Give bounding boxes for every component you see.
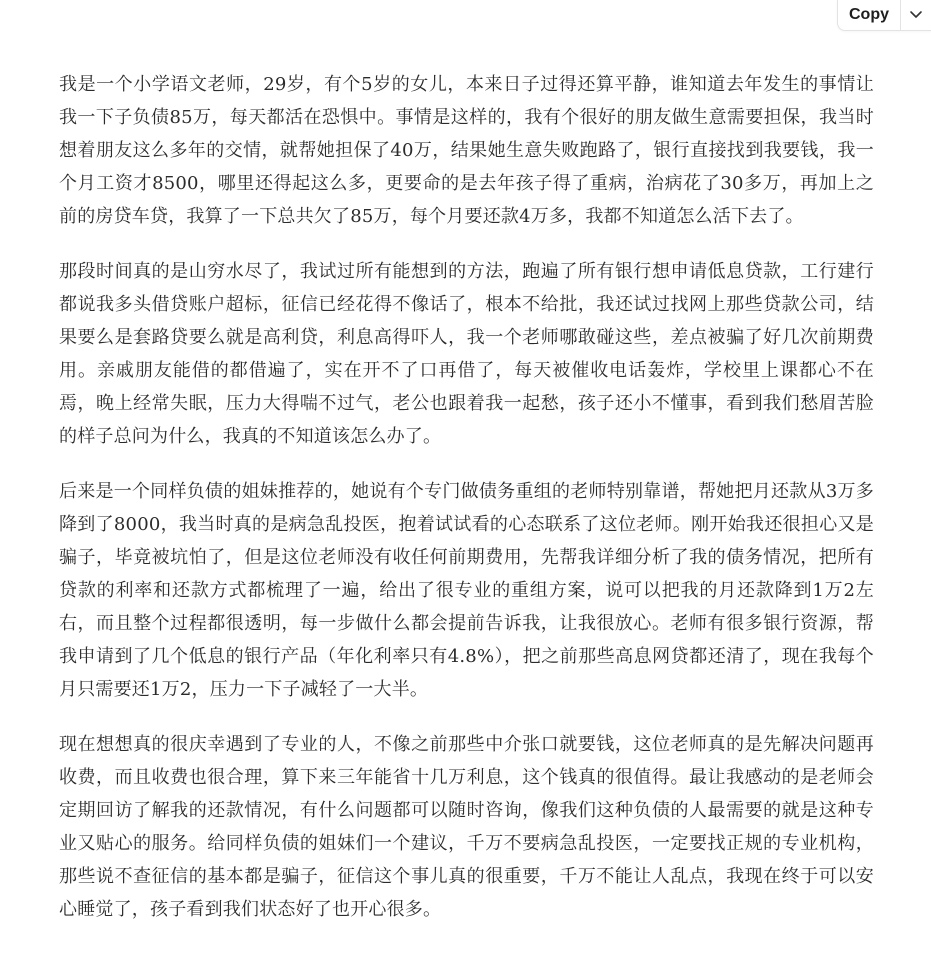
chevron-down-icon <box>909 10 923 20</box>
paragraph-1: 我是一个小学语文老师，29岁，有个5岁的女儿，本来日子过得还算平静，谁知道去年发生的事情让我一下子负债85万，每天都活在恐惧中。事情是这样的，我有个很好的朋友做生意需要担保，我当时想着朋友这么多年的交情，就帮她担保了40万，结果她生意失败跑路了，银行直接找到我要钱，我一个月工资才8500，哪里还得起这么多，更要命的是去年孩子得了重病，治病花了30多万，再加上之前的房贷车贷，我算了一下总共欠了85万，每个月要还款4万多，我都不知道怎么活下去了。 <box>59 74 874 227</box>
paragraph-2: 那段时间真的是山穷水尽了，我试过所有能想到的方法，跑遍了所有银行想申请低息贷款，工行建行都说我多头借贷账户超标，征信已经花得不像话了，根本不给批，我还试过找网上那些贷款公司，结果要么是套路贷要么就是高利贷，利息高得吓人，我一个老师哪敢碰这些，差点被骗了好几次前期费用。亲戚朋友能借的都借遍了，实在开不了口再借了，每天被催收电话轰炸，学校里上课都心不在焉，晚上经常失眠，压力大得喘不过气，老公也跟着我一起愁，孩子还小不懂事，看到我们愁眉苦脸的样子总问为什么，我真的不知道该怎么办了。 <box>59 261 874 447</box>
copy-toolbar <box>837 0 931 31</box>
copy-button[interactable]: Copy <box>838 0 901 30</box>
paragraph-3: 后来是一个同样负债的姐妹推荐的，她说有个专门做债务重组的老师特别靠谱，帮她把月还款从3万多降到了8000，我当时真的是病急乱投医，抱着试试看的心态联系了这位老师。刚开始我还很担心又是骗子，毕竟被坑怕了，但是这位老师没有收任何前期费用，先帮我详细分析了我的债务情况，把所有贷款的利率和还款方式都梳理了一遍，给出了很专业的重组方案，说可以把我的月还款降到1万2左右，而且整个过程都很透明，每一步做什么都会提前告诉我，让我很放心。老师有很多银行资源，帮我申请到了几个低息的银行产品（年化利率只有4.8%），把之前那些高息网贷都还清了，现在我每个月只需要还1万2，压力一下子减轻了一大半。 <box>59 481 874 700</box>
paragraph-4: 现在想想真的很庆幸遇到了专业的人，不像之前那些中介张口就要钱，这位老师真的是先解决问题再收费，而且收费也很合理，算下来三年能省十几万利息，这个钱真的很值得。最让我感动的是老师会定期回访了解我的还款情况，有什么问题都可以随时咨询，像我们这种负债的人最需要的就是这种专业又贴心的服务。给同样负债的姐妹们一个建议，千万不要病急乱投医，一定要找正规的专业机构，那些说不查征信的基本都是骗子，征信这个事儿真的很重要，千万不能让人乱点，我现在终于可以安心睡觉了，孩子看到我们状态好了也开心很多。 <box>59 734 874 920</box>
copy-options-dropdown[interactable] <box>901 0 931 30</box>
article-body <box>59 68 874 948</box>
